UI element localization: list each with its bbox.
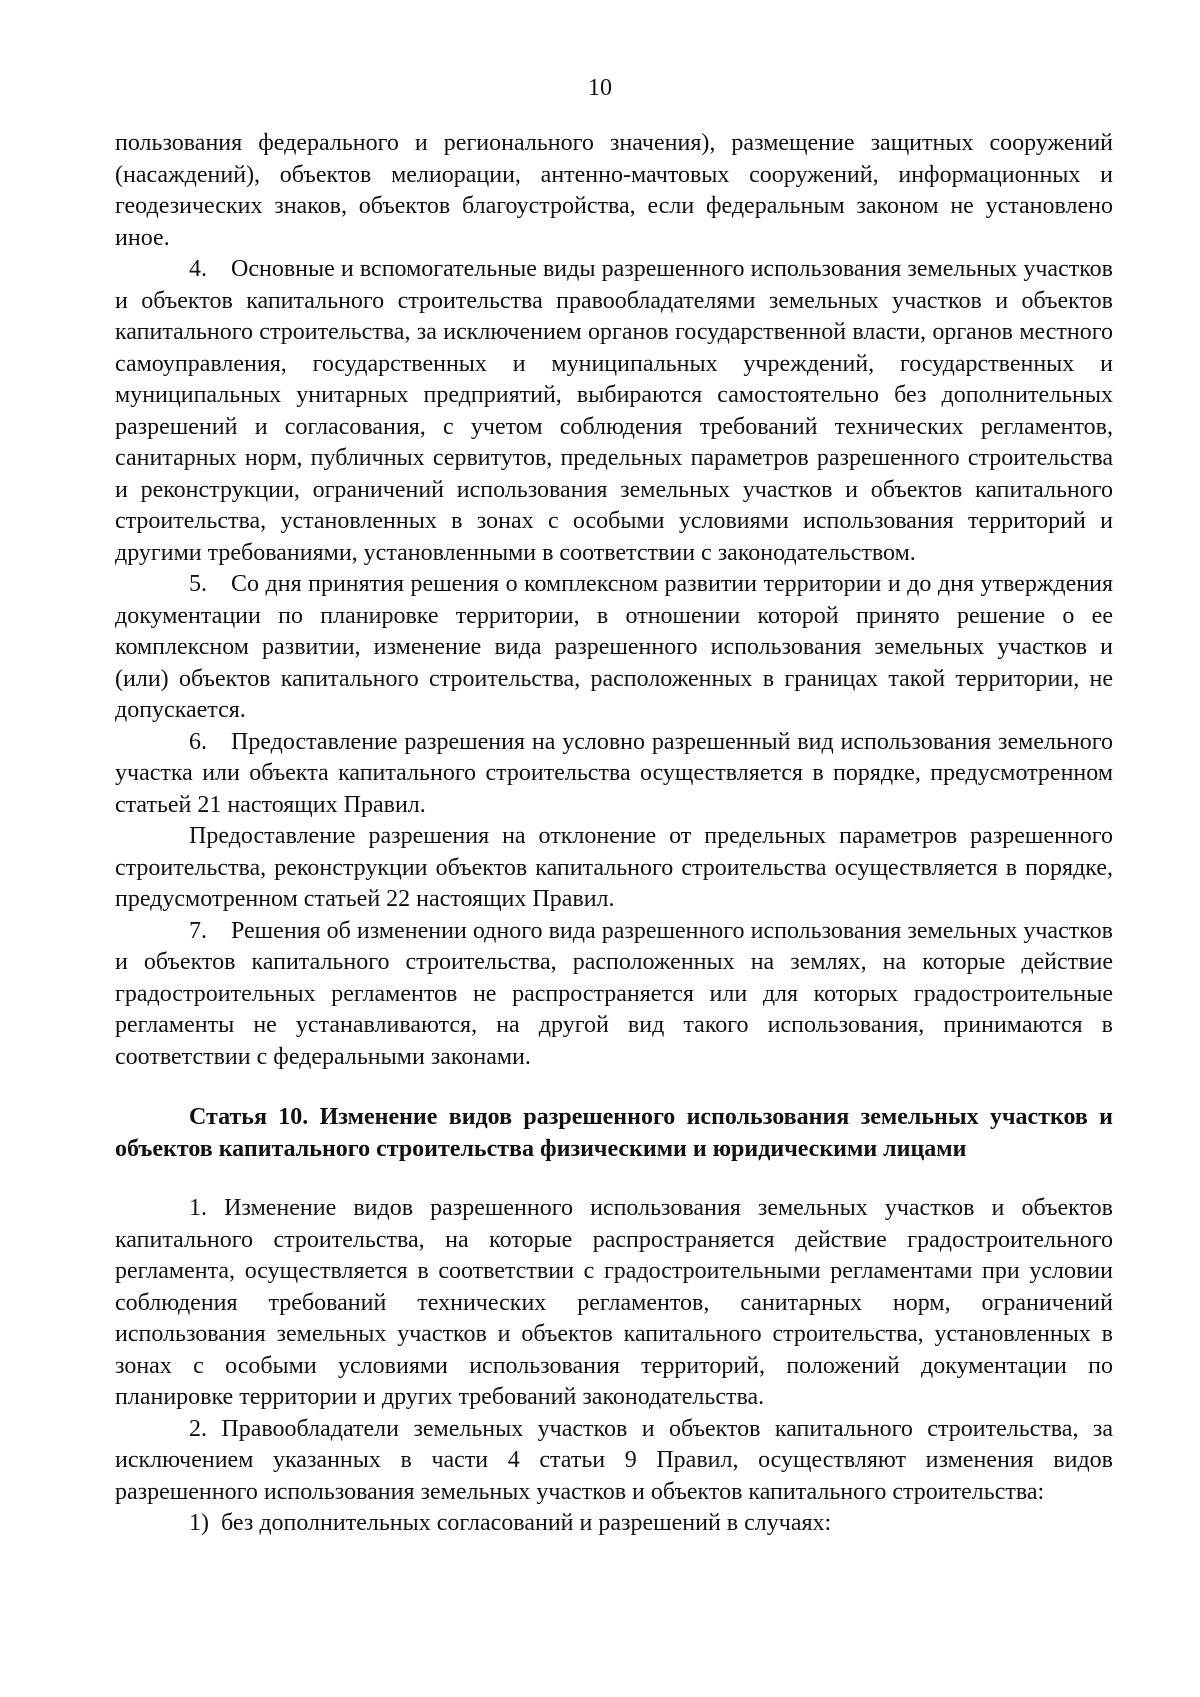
page-number: 10 (588, 75, 612, 101)
paragraph-item-6: 6. Предоставление разрешения на условно разрешенный вид использования земельного участка или объекта капитального строительства осуществляется в порядке, предусмотренном статьей 21 настоящих Правил. (115, 728, 1113, 818)
document-body (115, 128, 1113, 1540)
article-heading: Статья 10. Изменение видов разрешенного использования земельных участков и объектов капитального строительства физическими и юридическими лицами (115, 1104, 1113, 1162)
article-paragraph-2: 2. Правообладатели земельных участков и объектов капитального строительства, за исключением указанных в части 4 статьи 9 Правил, осуществляют изменения видов разрешенного использования земельных участков и объектов капитального строительства: (115, 1415, 1113, 1505)
paragraph-item-6-continued: Предоставление разрешения на отклонение от предельных параметров разрешенного строительства, реконструкции объектов капитального строительства осуществляется в порядке, предусмотренном статьей 22 настоящих Правил. (115, 823, 1113, 912)
article-paragraph-1: 1. Изменение видов разрешенного использования земельных участков и объектов капитального строительства, на которые распространяется действие градостроительного регламента, осуществляется в соответствии с градостроительными регламентами при условии соблюдения требований технических регламентов, санитарных норм, ограничений использования земельных участков и объектов капитального строительства, установленных в зонах с особыми условиями использования территорий, положений документации по планировке территории и других требований законодательства. (115, 1195, 1113, 1410)
paragraph-item-4: 4. Основные и вспомогательные виды разрешенного использования земельных участков и объектов капитального строительства правообладателями земельных участков и объектов капитального строительства, за исключением органов государственной власти, органов местного самоуправления, государственных и муниципальных учреждений, государственных и муниципальных унитарных предприятий, выбираются самостоятельно без дополнительных разрешений и согласования, с учетом соблюдения требований технических регламентов, санитарных норм, публичных сервитутов, предельных параметров разрешенного строительства и реконструкции, ограничений использования земельных участков и объектов капитального строительства, установленных в зонах с особыми условиями использования территорий и другими требованиями, установленными в соответствии с законодательством. (115, 256, 1113, 566)
article-subitem-1: 1) без дополнительных согласований и разрешений в случаях: (189, 1510, 832, 1536)
paragraph-item-7: 7. Решения об изменении одного вида разрешенного использования земельных участков и объектов капитального строительства, расположенных на землях, на которые действие градостроительных регламентов не распространяется или для которых градостроительные регламенты не устанавливаются, на другой вид такого использования, принимаются в соответствии с федеральными законами. (115, 917, 1113, 1070)
paragraph-item-5: 5. Со дня принятия решения о комплексном развитии территории и до дня утверждения документации по планировке территории, в отношении которой принято решение о ее комплексном развитии, изменение вида разрешенного использования земельных участков и (или) объектов капитального строительства, расположенных в границах такой территории, не допускается. (115, 571, 1113, 723)
paragraph-continuation: пользования федерального и регионального значения), размещение защитных сооружений (насаждений), объектов мелиорации, антенно-мачтовых сооружений, информационных и геодезических знаков, объектов благоустройства, если федеральным законом не установлено иное. (115, 130, 1113, 251)
